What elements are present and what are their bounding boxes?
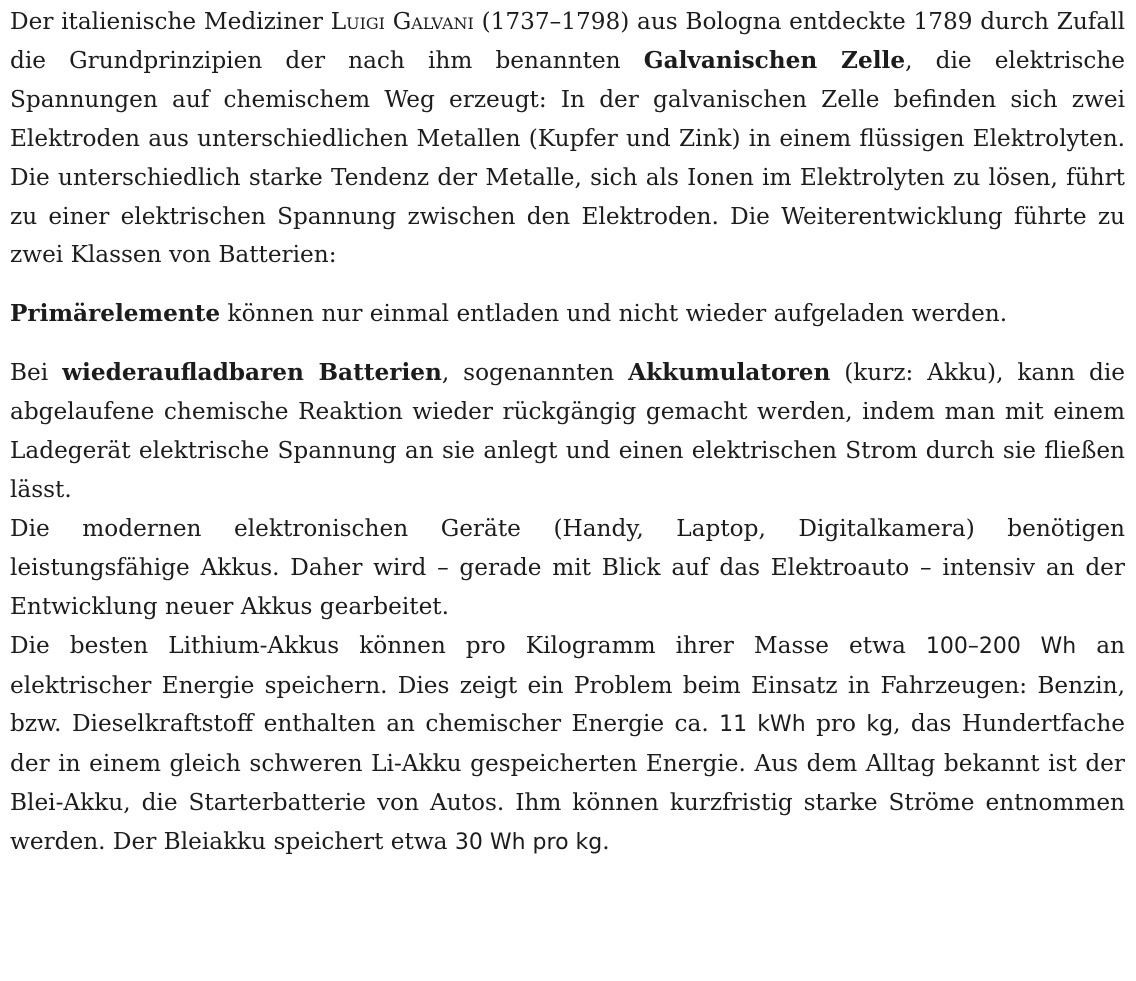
paragraph-text: (kurz: Akku), kann die abgelaufene chemische Reaktion wieder rückgängig gemacht werden, indem man mit einem Ladegerät elektrische Spannung an sie anlegt und einen elektrischen Strom durch sie fließen lässt. <box>10 359 1125 503</box>
key-term: Galvanischen Zelle <box>643 46 906 74</box>
paragraph-text: , das Hundertfache der in einem gleich schweren Li-Akku gespeicherten Energie. Aus dem Alltag bekannt ist der Blei-Akku, die Starterbatterie von Autos. Ihm können kurzfristig starke Ströme entnommen werden. Der Bleiakku speichert etwa <box>10 710 1125 856</box>
paragraph-text: Die modernen elektronischen Geräte (Handy, Laptop, Digitalkamera) benötigen leistungsfähige Akkus. Daher wird – gerade mit Blick auf das Elektroauto – intensiv an der Entwicklung neuer Akkus gearbeitet. <box>10 514 1125 620</box>
paragraph-text: . <box>602 828 610 856</box>
unit-value: kg <box>866 712 894 738</box>
energy-value: 30 Wh pro kg <box>454 830 603 856</box>
paragraph-text: Bei <box>10 359 63 387</box>
paragraph-text: Die besten Lithium-Akkus können pro Kilogramm ihrer Masse etwa <box>10 631 926 659</box>
energy-value: 11 kWh <box>719 712 806 738</box>
paragraph-text: an elektrischer Energie speichern. Dies zeigt ein Problem beim Einsatz in Fahrzeugen: Benzin, bzw. Dieselkraftstoff enthalten an chemischer Energie ca. <box>10 631 1125 738</box>
key-term: Akkumulatoren <box>628 359 831 387</box>
paragraph-primary-cells <box>10 295 1125 334</box>
paragraph-modern-devices <box>10 510 1125 627</box>
paragraph-text: können nur einmal entladen und nicht wieder aufgeladen werden. <box>220 300 1008 328</box>
key-term: wiederaufladbaren Batterien <box>62 359 442 387</box>
paragraph-galvani <box>10 3 1125 275</box>
paragraph-energy-density <box>10 627 1125 863</box>
paragraph-text: (1737–1798) aus Bologna entdeckte 1789 durch Zufall die Grundprinzipien der nach ihm benannten <box>10 8 1125 74</box>
energy-value: 100–200 Wh <box>925 633 1077 659</box>
paragraph-accumulators <box>10 354 1125 510</box>
person-name: Luigi Galvani <box>330 8 474 35</box>
paragraph-text: , die elektrische Spannungen auf chemischem Weg erzeugt: In der galvanischen Zelle befinden sich zwei Elektroden aus unterschiedlichen Metallen (Kupfer und Zink) in einem flüssigen Elektrolyten. Die unterschiedlich starke Tendenz der Metalle, sich als Ionen im Elektrolyten zu lösen, führt zu einer elektrischen Spannung zwischen den Elektroden. Die Weiterentwicklung führte zu zwei Klassen von Batterien: <box>10 46 1125 269</box>
key-term: Primärelemente <box>10 300 221 328</box>
paragraph-text: , sogenannten <box>441 359 629 387</box>
paragraph-text: pro <box>805 710 867 738</box>
paragraph-text: Der italienische Mediziner <box>10 8 331 35</box>
